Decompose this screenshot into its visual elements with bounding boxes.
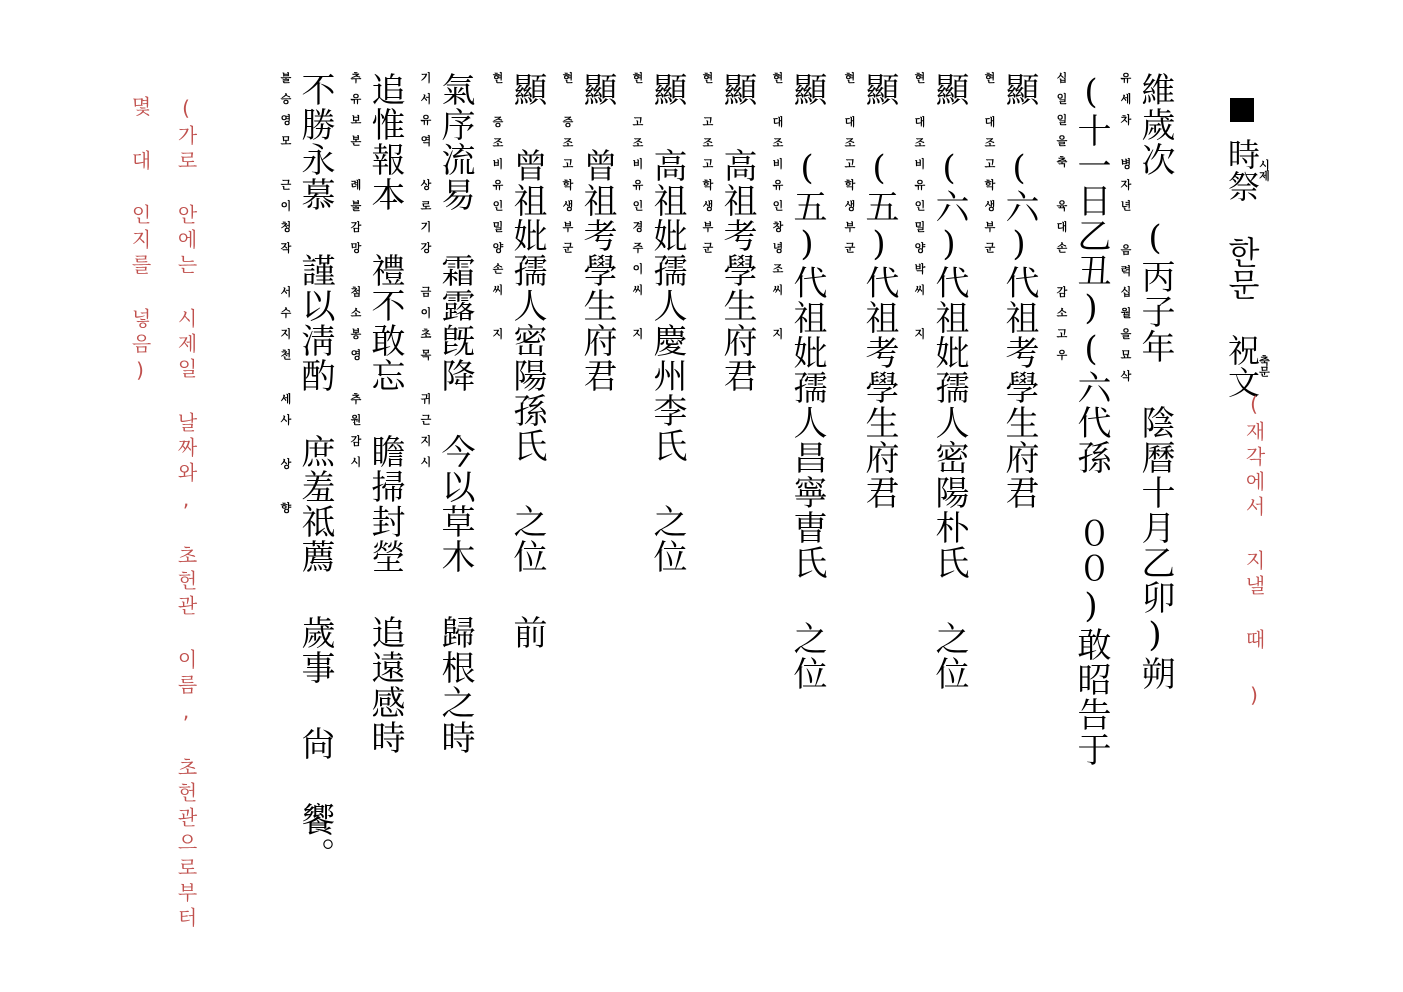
- column-text: 顯 曾祖考學生府君: [577, 72, 617, 393]
- column-reading: 현 대조고학생부군: [843, 72, 856, 263]
- column-text: 追惟報本 禮不敢忘 瞻掃封塋 追遠感時: [365, 72, 405, 755]
- ritual-column-5: [843, 72, 899, 510]
- ritual-column-2: [1055, 72, 1111, 767]
- document-heading: [1223, 98, 1271, 398]
- column-reading: 유세차 병자년 음력십월을묘삭: [1119, 72, 1132, 391]
- side-note-line-2: 몇 대 인지를 넣음): [128, 96, 152, 387]
- column-reading: 십일일을축 육대손 감소고우: [1055, 72, 1068, 370]
- ritual-column-4: [913, 72, 969, 691]
- column-text: (十一日乙丑)(六代孫 ００)敢昭告于: [1071, 72, 1111, 767]
- column-reading: 추유보본 례불감망 첨소봉영 추원감시: [349, 72, 362, 477]
- square-bullet-icon: [1230, 98, 1254, 122]
- column-reading: 현 고조고학생부군: [701, 72, 714, 263]
- column-reading: 불승영모 근이청작 서수지천 세사 상 향: [279, 72, 292, 523]
- ritual-column-6: [771, 72, 827, 691]
- ritual-column-1: [1119, 72, 1175, 691]
- column-text: 氣序流易 霜露旣降 今以草木 歸根之時: [435, 72, 475, 755]
- heading-note: (재각에서 지낼 때 ): [1242, 392, 1266, 712]
- column-reading: 현 증조고학생부군: [561, 72, 574, 263]
- ritual-column-11: [419, 72, 475, 755]
- column-text: 顯 (五)代祖妣孺人昌寧曺氏 之位: [787, 72, 827, 691]
- ritual-column-13: [279, 72, 335, 872]
- ritual-column-9: [561, 72, 617, 393]
- column-reading: 현 고조비유인경주이씨 지: [631, 72, 644, 349]
- column-text: 顯 高祖妣孺人慶州李氏 之位: [647, 72, 687, 574]
- column-reading: 현 대조비유인창녕조씨 지: [771, 72, 784, 349]
- ritual-column-12: [349, 72, 405, 755]
- title-hanja-1: 時祭시제: [1223, 138, 1271, 202]
- column-reading: 현 대조비유인밀양박씨 지: [913, 72, 926, 349]
- side-note-line-1: (가로 안에는 시제일 날짜와, 초헌관 이름, 초헌관으로부터: [174, 96, 198, 932]
- ritual-column-7: [701, 72, 757, 393]
- ritual-column-3: [983, 72, 1039, 510]
- column-text: 顯 (六)代祖妣孺人密陽朴氏 之位: [929, 72, 969, 691]
- column-text: 顯 (五)代祖考學生府君: [859, 72, 899, 510]
- column-text: 顯 曾祖妣孺人密陽孫氏 之位 前: [507, 72, 547, 650]
- ritual-column-10: [491, 72, 547, 650]
- column-text: 不勝永慕 謹以淸酌 庶羞祗薦 歲事 尙 饗。: [295, 72, 335, 872]
- ritual-column-8: [631, 72, 687, 574]
- title-hanja-2: 祝文축문: [1223, 334, 1271, 398]
- column-reading: 기서유역 상로기강 금이초목 귀근지시: [419, 72, 432, 477]
- column-text: 顯 (六)代祖考學生府君: [999, 72, 1039, 510]
- title-hangul: 한문: [1223, 236, 1261, 300]
- column-text: 顯 高祖考學生府君: [717, 72, 757, 393]
- column-reading: 현 증조비유인밀양손씨 지: [491, 72, 504, 349]
- column-reading: 현 대조고학생부군: [983, 72, 996, 263]
- column-text: 維歲次 (丙子年 陰曆十月乙卯)朔: [1135, 72, 1175, 691]
